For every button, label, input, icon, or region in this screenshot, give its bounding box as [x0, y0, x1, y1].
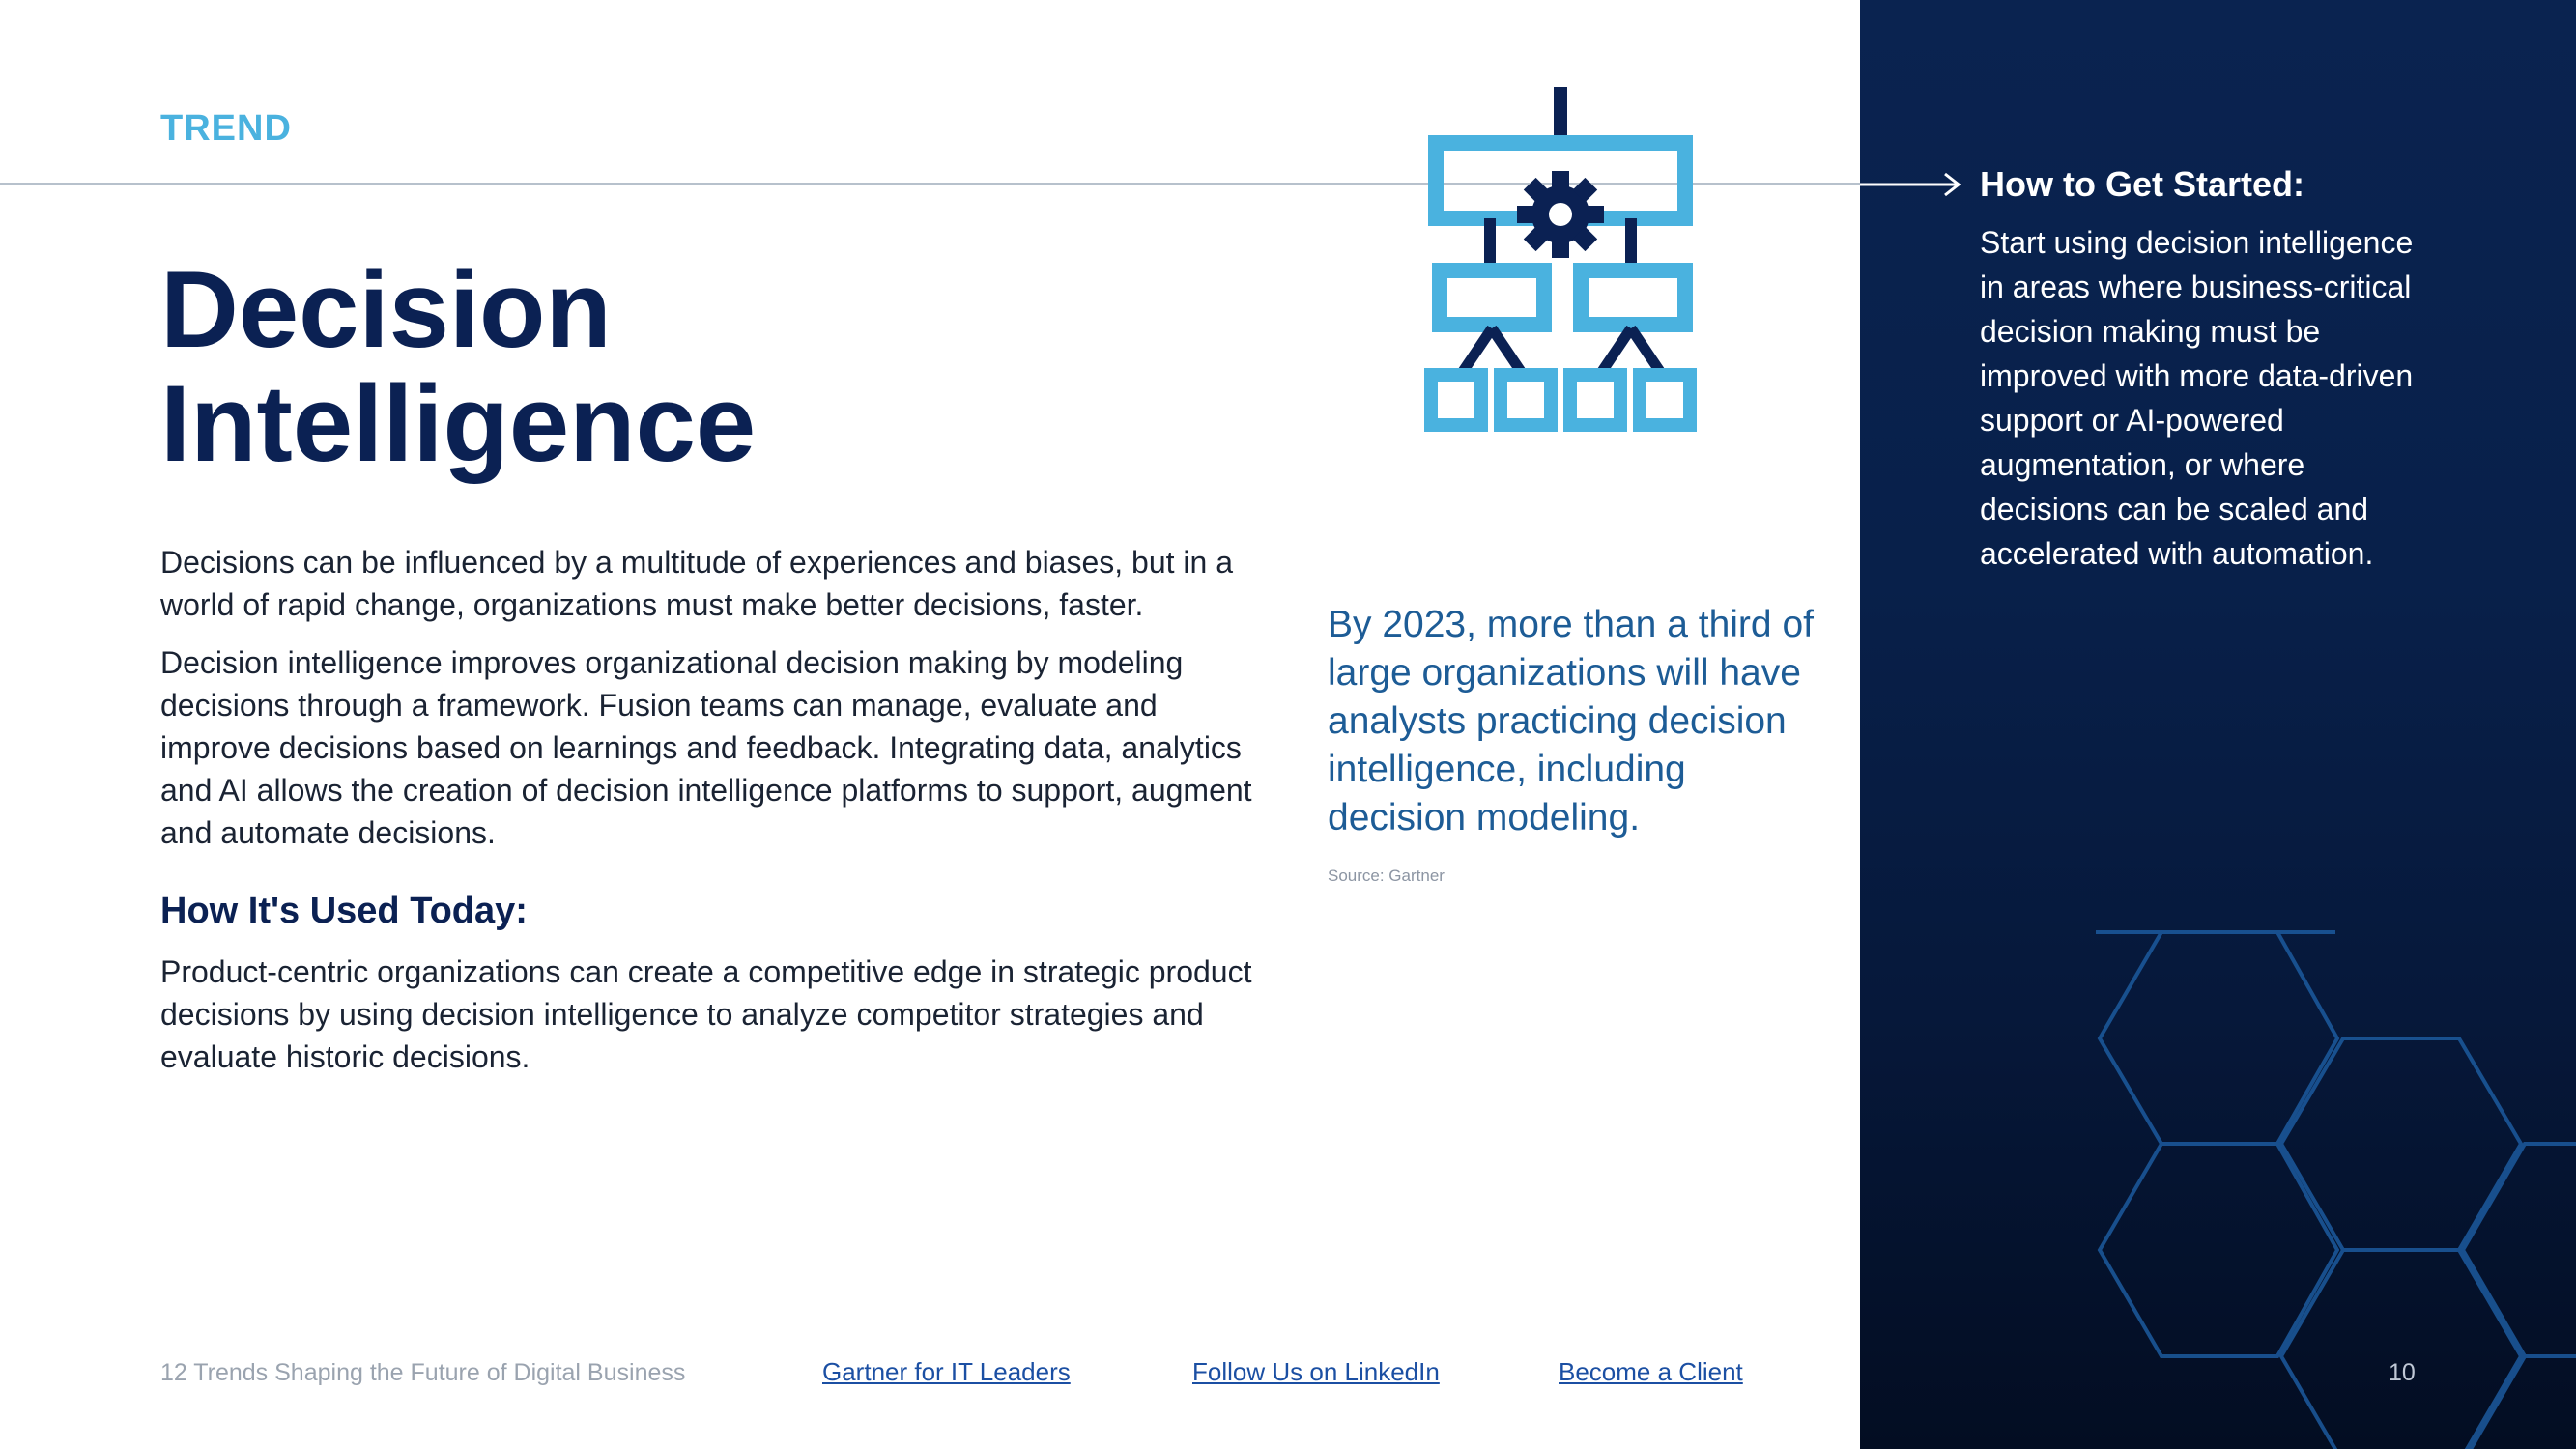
get-started-body: Start using decision intelligence in areas where business-critical decision making must be improved with more data-driven support or AI-powered augmentation, or where decisions can be scaled and accelerated with automation. [1980, 225, 2414, 571]
page-title-line-1: Decision [160, 249, 612, 370]
get-started-panel [1860, 0, 2576, 1449]
intro-paragraph-1: Decisions can be influenced by a multitude of experiences and biases, but in a world of rapid change, organizations must make better decisions, faster. [160, 545, 1234, 622]
intro-paragraph-2: Decision intelligence improves organizational decision making by modeling decisions through a framework. Fusion teams can manage, evaluate and improve decisions based on learnings and feedback. Integrating data, analytics and AI allows the creation of decision intelligence platforms to support, augment and automate decisions. [160, 645, 1252, 850]
gartner-it-leaders-link[interactable]: Gartner for IT Leaders [822, 1357, 1071, 1386]
used-today-heading: How It's Used Today: [160, 891, 528, 931]
become-client-link[interactable]: Become a Client [1559, 1357, 1743, 1386]
stat-quote: By 2023, more than a third of large organizations will have analysts practicing decision intelligence, including decision modeling. [1328, 604, 1814, 838]
section-label: TREND [160, 108, 292, 149]
footer-document-title: 12 Trends Shaping the Future of Digital Business [160, 1359, 686, 1386]
get-started-heading: How to Get Started: [1980, 164, 2305, 204]
page-title-line-2: Intelligence [160, 363, 757, 484]
linkedin-link[interactable]: Follow Us on LinkedIn [1192, 1357, 1440, 1386]
decision-tree-gear-icon [1420, 85, 1701, 433]
hexagon-pattern-decoration [1860, 0, 2576, 1449]
page-title [160, 249, 757, 484]
page-number: 10 [2389, 1359, 2416, 1386]
source-note: Source: Gartner [1328, 867, 1445, 885]
arrow-right-icon [1860, 170, 1966, 199]
used-today-body: Product-centric organizations can create a competitive edge in strategic product decisions by using decision intelligence to analyze competitor strategies and evaluate historic decisions. [160, 954, 1252, 1074]
